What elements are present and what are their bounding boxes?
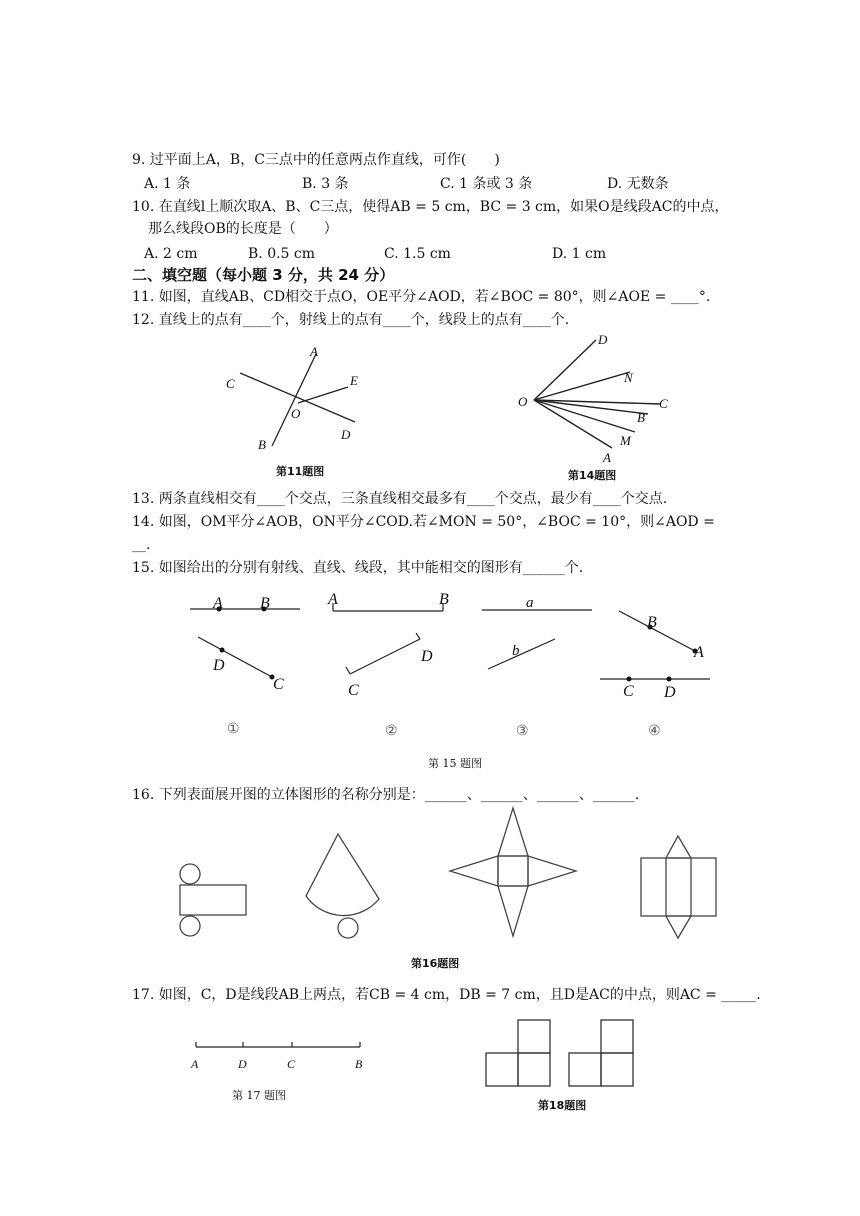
fig15-p1-label-b: B bbox=[260, 595, 270, 612]
q10-stem: 10. 在直线l上顺次取A、B、C三点，使得AB = 5 cm，BC = 3 cm，如果O是线段AC的中点， bbox=[132, 199, 729, 215]
fig17-label-c: C bbox=[287, 1057, 296, 1071]
q13-text: 13. 两条直线相交有____个交点，三条直线相交最多有____个交点，最少有____个交点. bbox=[132, 491, 668, 507]
q14-text-line2: __. bbox=[132, 537, 151, 553]
fig15-p2-label-c: C bbox=[348, 682, 359, 699]
fig14-label-n: N bbox=[624, 370, 633, 385]
fig11-label-o: O bbox=[291, 406, 301, 421]
fig17-label-b: B bbox=[355, 1057, 363, 1071]
q9-option-c: C. 1 条或 3 条 bbox=[440, 176, 533, 192]
q9-option-b: B. 3 条 bbox=[302, 176, 349, 192]
fig14-label-o: O bbox=[518, 394, 528, 409]
q10-option-c: C. 1.5 cm bbox=[384, 246, 451, 262]
fig17-caption: 第 17 题图 bbox=[232, 1089, 286, 1102]
fig14-label-c: C bbox=[659, 396, 668, 411]
q10-option-b: B. 0.5 cm bbox=[248, 246, 316, 262]
fig15-p4-label-b: B bbox=[647, 614, 657, 631]
figure-18 bbox=[480, 1015, 640, 1090]
q10-option-d: D. 1 cm bbox=[552, 246, 607, 262]
fig11-label-a: A bbox=[310, 344, 318, 359]
q14-text: 14. 如图，OM平分∠AOB，ON平分∠COD.若∠MON = 50°，∠BOC = 10°，则∠AOD = bbox=[132, 514, 715, 530]
q12-text: 12. 直线上的点有____个，射线上的点有____个，线段上的点有____个. bbox=[132, 312, 570, 328]
figure-11 bbox=[220, 340, 380, 470]
fig15-p3-label-b: b bbox=[512, 643, 520, 659]
fig15-p4-label-a: A bbox=[694, 644, 704, 661]
fig15-number-4: ④ bbox=[648, 723, 661, 739]
fig17-label-a: A bbox=[191, 1057, 199, 1071]
figure-16 bbox=[0, 820, 860, 950]
figure-15 bbox=[0, 585, 860, 705]
q9-option-a: A. 1 条 bbox=[144, 176, 191, 192]
q17-text: 17. 如图，C，D是线段AB上两点，若CB = 4 cm，DB = 7 cm，且D是AC的中点，则AC = _____. bbox=[132, 987, 761, 1003]
fig11-label-d: D bbox=[341, 427, 351, 442]
fig15-p1-label-a: A bbox=[213, 595, 223, 612]
fig11-label-e: E bbox=[350, 373, 358, 388]
fig14-label-a: A bbox=[603, 450, 611, 465]
q9-stem: 9. 过平面上A，B，C三点中的任意两点作直线，可作( ) bbox=[132, 152, 500, 168]
fig18-caption: 第18题图 bbox=[538, 1099, 587, 1112]
fig11-label-b: B bbox=[258, 437, 266, 452]
fig17-label-d: D bbox=[238, 1057, 247, 1071]
q10-option-a: A. 2 cm bbox=[144, 246, 198, 262]
section-title: 二、填空题（每小题 3 分，共 24 分） bbox=[132, 266, 395, 284]
fig15-caption: 第 15 题图 bbox=[428, 757, 482, 770]
fig14-label-m: M bbox=[620, 433, 631, 448]
fig15-p1-label-d: D bbox=[213, 657, 225, 674]
fig15-p2-label-a: A bbox=[328, 591, 338, 608]
q15-text: 15. 如图给出的分别有射线、直线、线段，其中能相交的图形有______个. bbox=[132, 560, 584, 576]
fig11-label-c: C bbox=[226, 376, 235, 391]
q11-text: 11. 如图，直线AB、CD相交于点O，OE平分∠AOD，若∠BOC = 80°，则∠AOE = ____°. bbox=[132, 289, 711, 305]
fig11-caption: 第11题图 bbox=[276, 465, 325, 478]
q10-stem-line2: 那么线段OB的长度是（ ） bbox=[148, 221, 338, 237]
q9-option-d: D. 无数条 bbox=[607, 176, 669, 192]
fig15-p4-label-c: C bbox=[623, 683, 634, 700]
fig14-label-d: D bbox=[598, 332, 608, 347]
fig16-caption: 第16题图 bbox=[411, 957, 460, 970]
fig14-label-b: B bbox=[637, 410, 645, 425]
fig15-p3-label-a: a bbox=[526, 595, 534, 611]
fig15-number-1: ① bbox=[227, 721, 240, 737]
fig14-caption: 第14题图 bbox=[568, 469, 617, 482]
fig15-number-3: ③ bbox=[516, 723, 529, 739]
figure-17 bbox=[180, 1035, 380, 1075]
q16-text: 16. 下列表面展开图的立体图形的名称分别是：______、______、______、______. bbox=[132, 787, 640, 803]
fig15-number-2: ② bbox=[385, 723, 398, 739]
fig15-p4-label-d: D bbox=[664, 684, 676, 701]
fig15-p1-label-c: C bbox=[273, 676, 284, 693]
fig15-p2-label-d: D bbox=[421, 648, 433, 665]
figure-14 bbox=[510, 330, 690, 470]
fig15-p2-label-b: B bbox=[439, 591, 449, 608]
